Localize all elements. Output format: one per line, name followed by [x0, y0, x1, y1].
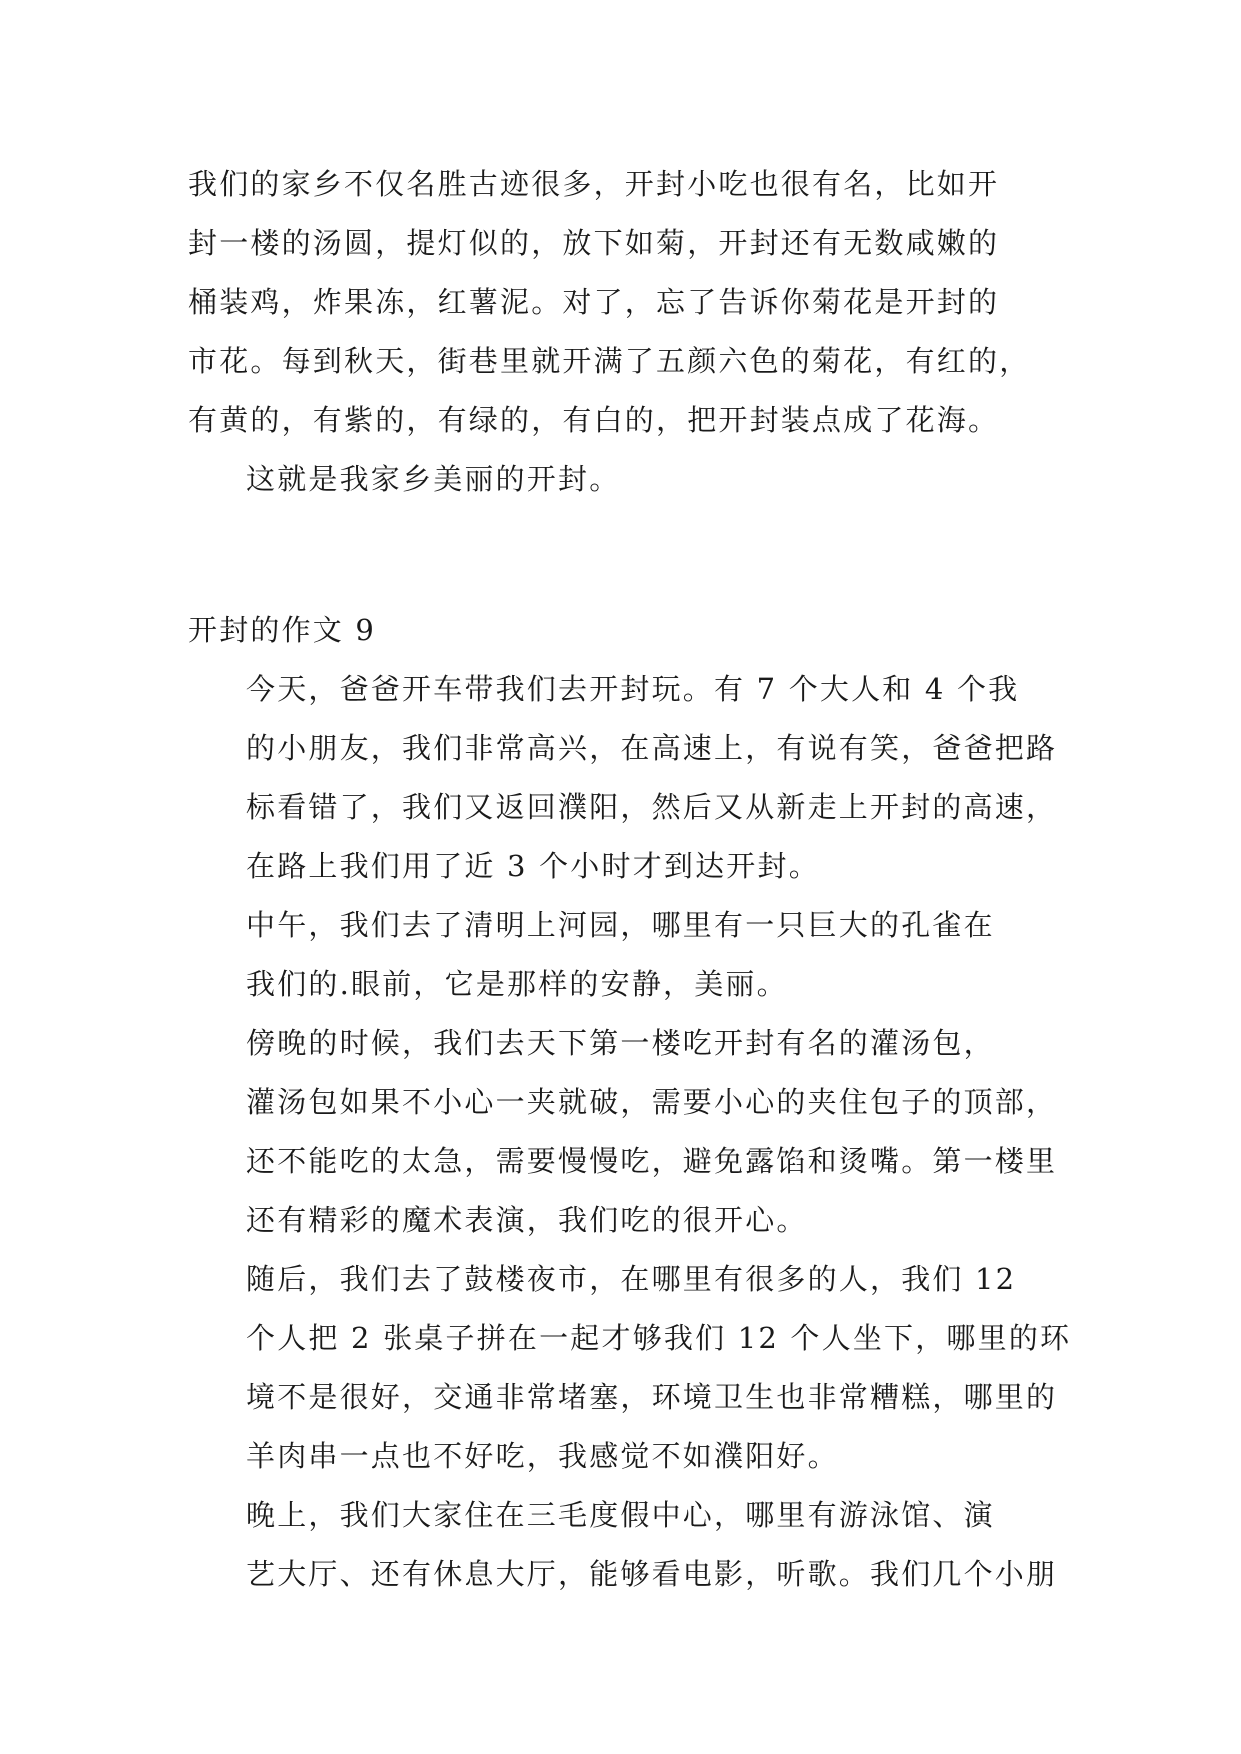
- paragraph-noon: [188, 896, 1068, 1014]
- text-line: 我们的.眼前，它是那样的安静，美丽。: [246, 967, 788, 1001]
- text-line: 灌汤包如果不小心一夹就破，需要小心的夹住包子的顶部，: [246, 1085, 1058, 1119]
- text-line: 艺大厅、还有休息大厅，能够看电影，听歌。我们几个小朋: [246, 1557, 1058, 1591]
- text-line: 还有精彩的魔术表演，我们吃的很开心。: [246, 1203, 808, 1237]
- text-line: 个人把 2 张桌子拼在一起才够我们 12 个人坐下，哪里的环: [246, 1321, 1072, 1355]
- paragraph-night: [188, 1486, 1068, 1604]
- text-line: 在路上我们用了近 3 个小时才到达开封。: [246, 849, 820, 883]
- text-line: 有黄的，有紫的，有绿的，有白的，把开封装点成了花海。: [188, 403, 1000, 437]
- section-title: 开封的作文 9: [188, 613, 377, 647]
- paragraph-night-market: [188, 1250, 1072, 1486]
- text-line: 市花。每到秋天，街巷里就开满了五颜六色的菊花，有红的，: [188, 344, 1031, 378]
- text-line: 这就是我家乡美丽的开封。: [246, 462, 621, 496]
- paragraph-snacks: [188, 155, 1068, 450]
- text-line: 的小朋友，我们非常高兴，在高速上，有说有笑，爸爸把路: [246, 731, 1058, 765]
- text-line: 中午，我们去了清明上河园，哪里有一只巨大的孔雀在: [246, 908, 995, 942]
- text-line: 晚上，我们大家住在三毛度假中心，哪里有游泳馆、演: [246, 1498, 995, 1532]
- text-line: 羊肉串一点也不好吃，我感觉不如濮阳好。: [246, 1439, 839, 1473]
- text-line: 还不能吃的太急，需要慢慢吃，避免露馅和烫嘴。第一楼里: [246, 1144, 1058, 1178]
- text-line: 我们的家乡不仅名胜古迹很多，开封小吃也很有名，比如开: [188, 167, 1000, 201]
- text-line: 今天，爸爸开车带我们去开封玩。有 7 个大人和 4 个我: [246, 672, 1020, 706]
- text-line: 标看错了，我们又返回濮阳，然后又从新走上开封的高速，: [246, 790, 1058, 824]
- text-line: 封一楼的汤圆，提灯似的，放下如菊，开封还有无数咸嫩的: [188, 226, 1000, 260]
- text-line: 境不是很好，交通非常堵塞，环境卫生也非常糟糕，哪里的: [246, 1380, 1058, 1414]
- text-line: 随后，我们去了鼓楼夜市，在哪里有很多的人，我们 12: [246, 1262, 1017, 1296]
- text-line: 桶装鸡，炸果冻，红薯泥。对了，忘了告诉你菊花是开封的: [188, 285, 1000, 319]
- document-body: [188, 155, 1072, 1604]
- paragraph-evening: [188, 1014, 1068, 1250]
- paragraph-trip: [188, 660, 1068, 896]
- paragraph-closing: [188, 450, 1068, 509]
- text-line: 傍晚的时候，我们去天下第一楼吃开封有名的灌汤包，: [246, 1026, 995, 1060]
